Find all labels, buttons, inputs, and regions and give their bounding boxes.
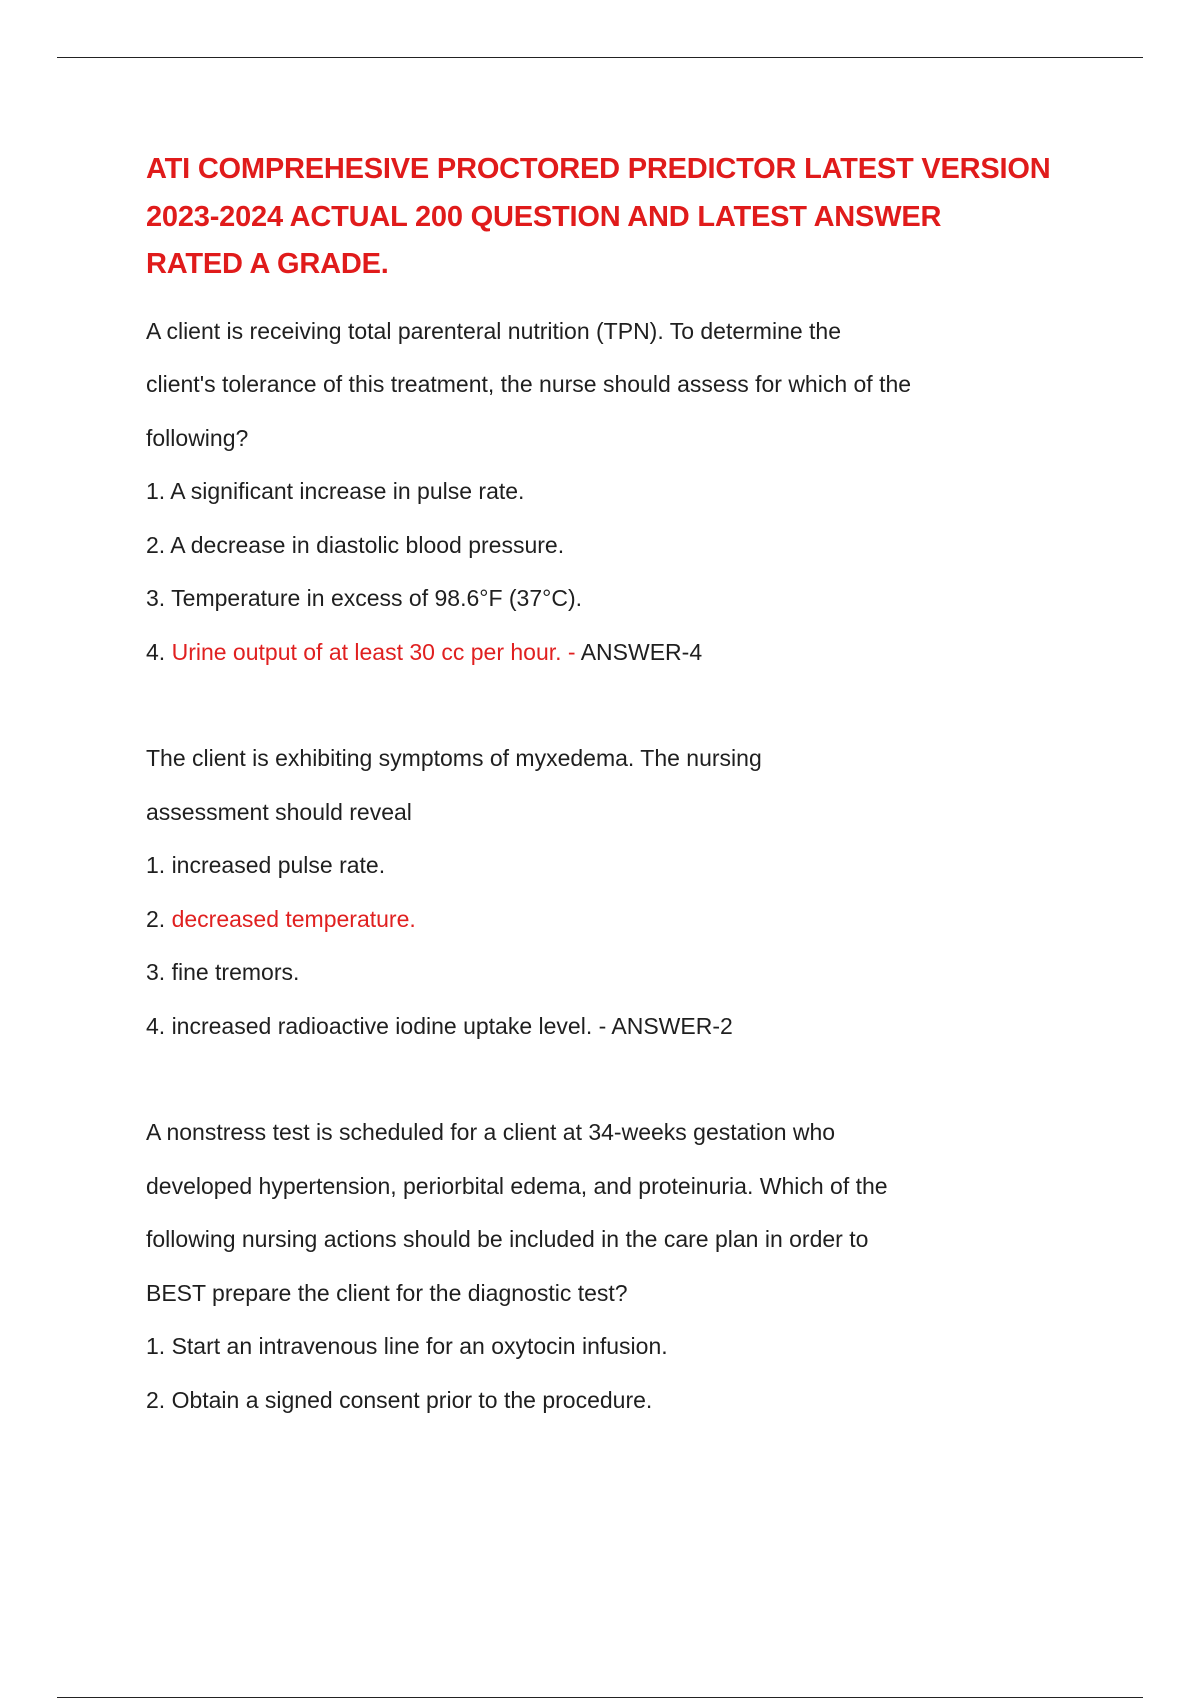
answer-option: 2. Obtain a signed consent prior to the procedure. [146, 1386, 653, 1413]
question-stem-line: developed hypertension, periorbital edema, and proteinuria. Which of the [146, 1172, 888, 1199]
answer-option: 1. A significant increase in pulse rate. [146, 478, 525, 504]
answer-key: ANSWER-4 [580, 638, 703, 665]
question-stem-line: client's tolerance of this treatment, the nurse should assess for which of the [146, 371, 912, 397]
answer-option: 4. increased radioactive iodine uptake level. - ANSWER-2 [146, 1012, 733, 1039]
bottom-divider [57, 1697, 1143, 1698]
question-myxedema [146, 732, 1126, 1053]
question-stem-line: following? [146, 424, 249, 451]
question-nonstress-test [146, 1106, 1126, 1427]
question-spacer [146, 679, 1126, 732]
option-number: 2. [146, 905, 172, 932]
question-stem-line: A client is receiving total parenteral nutrition (TPN). To determine the [146, 317, 842, 344]
answer-option: 2. A decrease in diastolic blood pressure. [146, 531, 565, 558]
question-stem-line: BEST prepare the client for the diagnostic test? [146, 1279, 628, 1306]
answer-option: 1. increased pulse rate. [146, 852, 386, 878]
correct-answer-option [146, 626, 1126, 680]
correct-answer-option [146, 893, 1126, 947]
answer-option: 3. Temperature in excess of 98.6°F (37°C). [146, 585, 583, 611]
title-line: ATI COMPREHESIVE PROCTORED PREDICTOR LATEST VERSION [146, 153, 1051, 185]
question-stem-line: A nonstress test is scheduled for a client at 34-weeks gestation who [146, 1119, 836, 1145]
document-page [146, 146, 1126, 1427]
question-stem-line: assessment should reveal [146, 798, 412, 825]
correct-answer-text: decreased temperature. [171, 905, 416, 932]
title-line: 2023-2024 ACTUAL 200 QUESTION AND LATEST ANSWER [146, 200, 942, 233]
correct-answer-text: Urine output of at least 30 cc per hour. - [171, 638, 581, 665]
title-line: RATED A GRADE. [146, 248, 389, 280]
question-stem-line: The client is exhibiting symptoms of myxedema. The nursing [146, 745, 762, 771]
question-tpn-tolerance [146, 305, 1126, 680]
answer-option: 3. fine tremors. [146, 959, 300, 985]
question-stem-line: following nursing actions should be included in the care plan in order to [146, 1226, 869, 1252]
top-divider [57, 57, 1143, 58]
answer-option: 1. Start an intravenous line for an oxytocin infusion. [146, 1333, 668, 1359]
document-title [146, 146, 1126, 289]
option-number: 4. [146, 638, 172, 665]
question-spacer [146, 1053, 1126, 1106]
